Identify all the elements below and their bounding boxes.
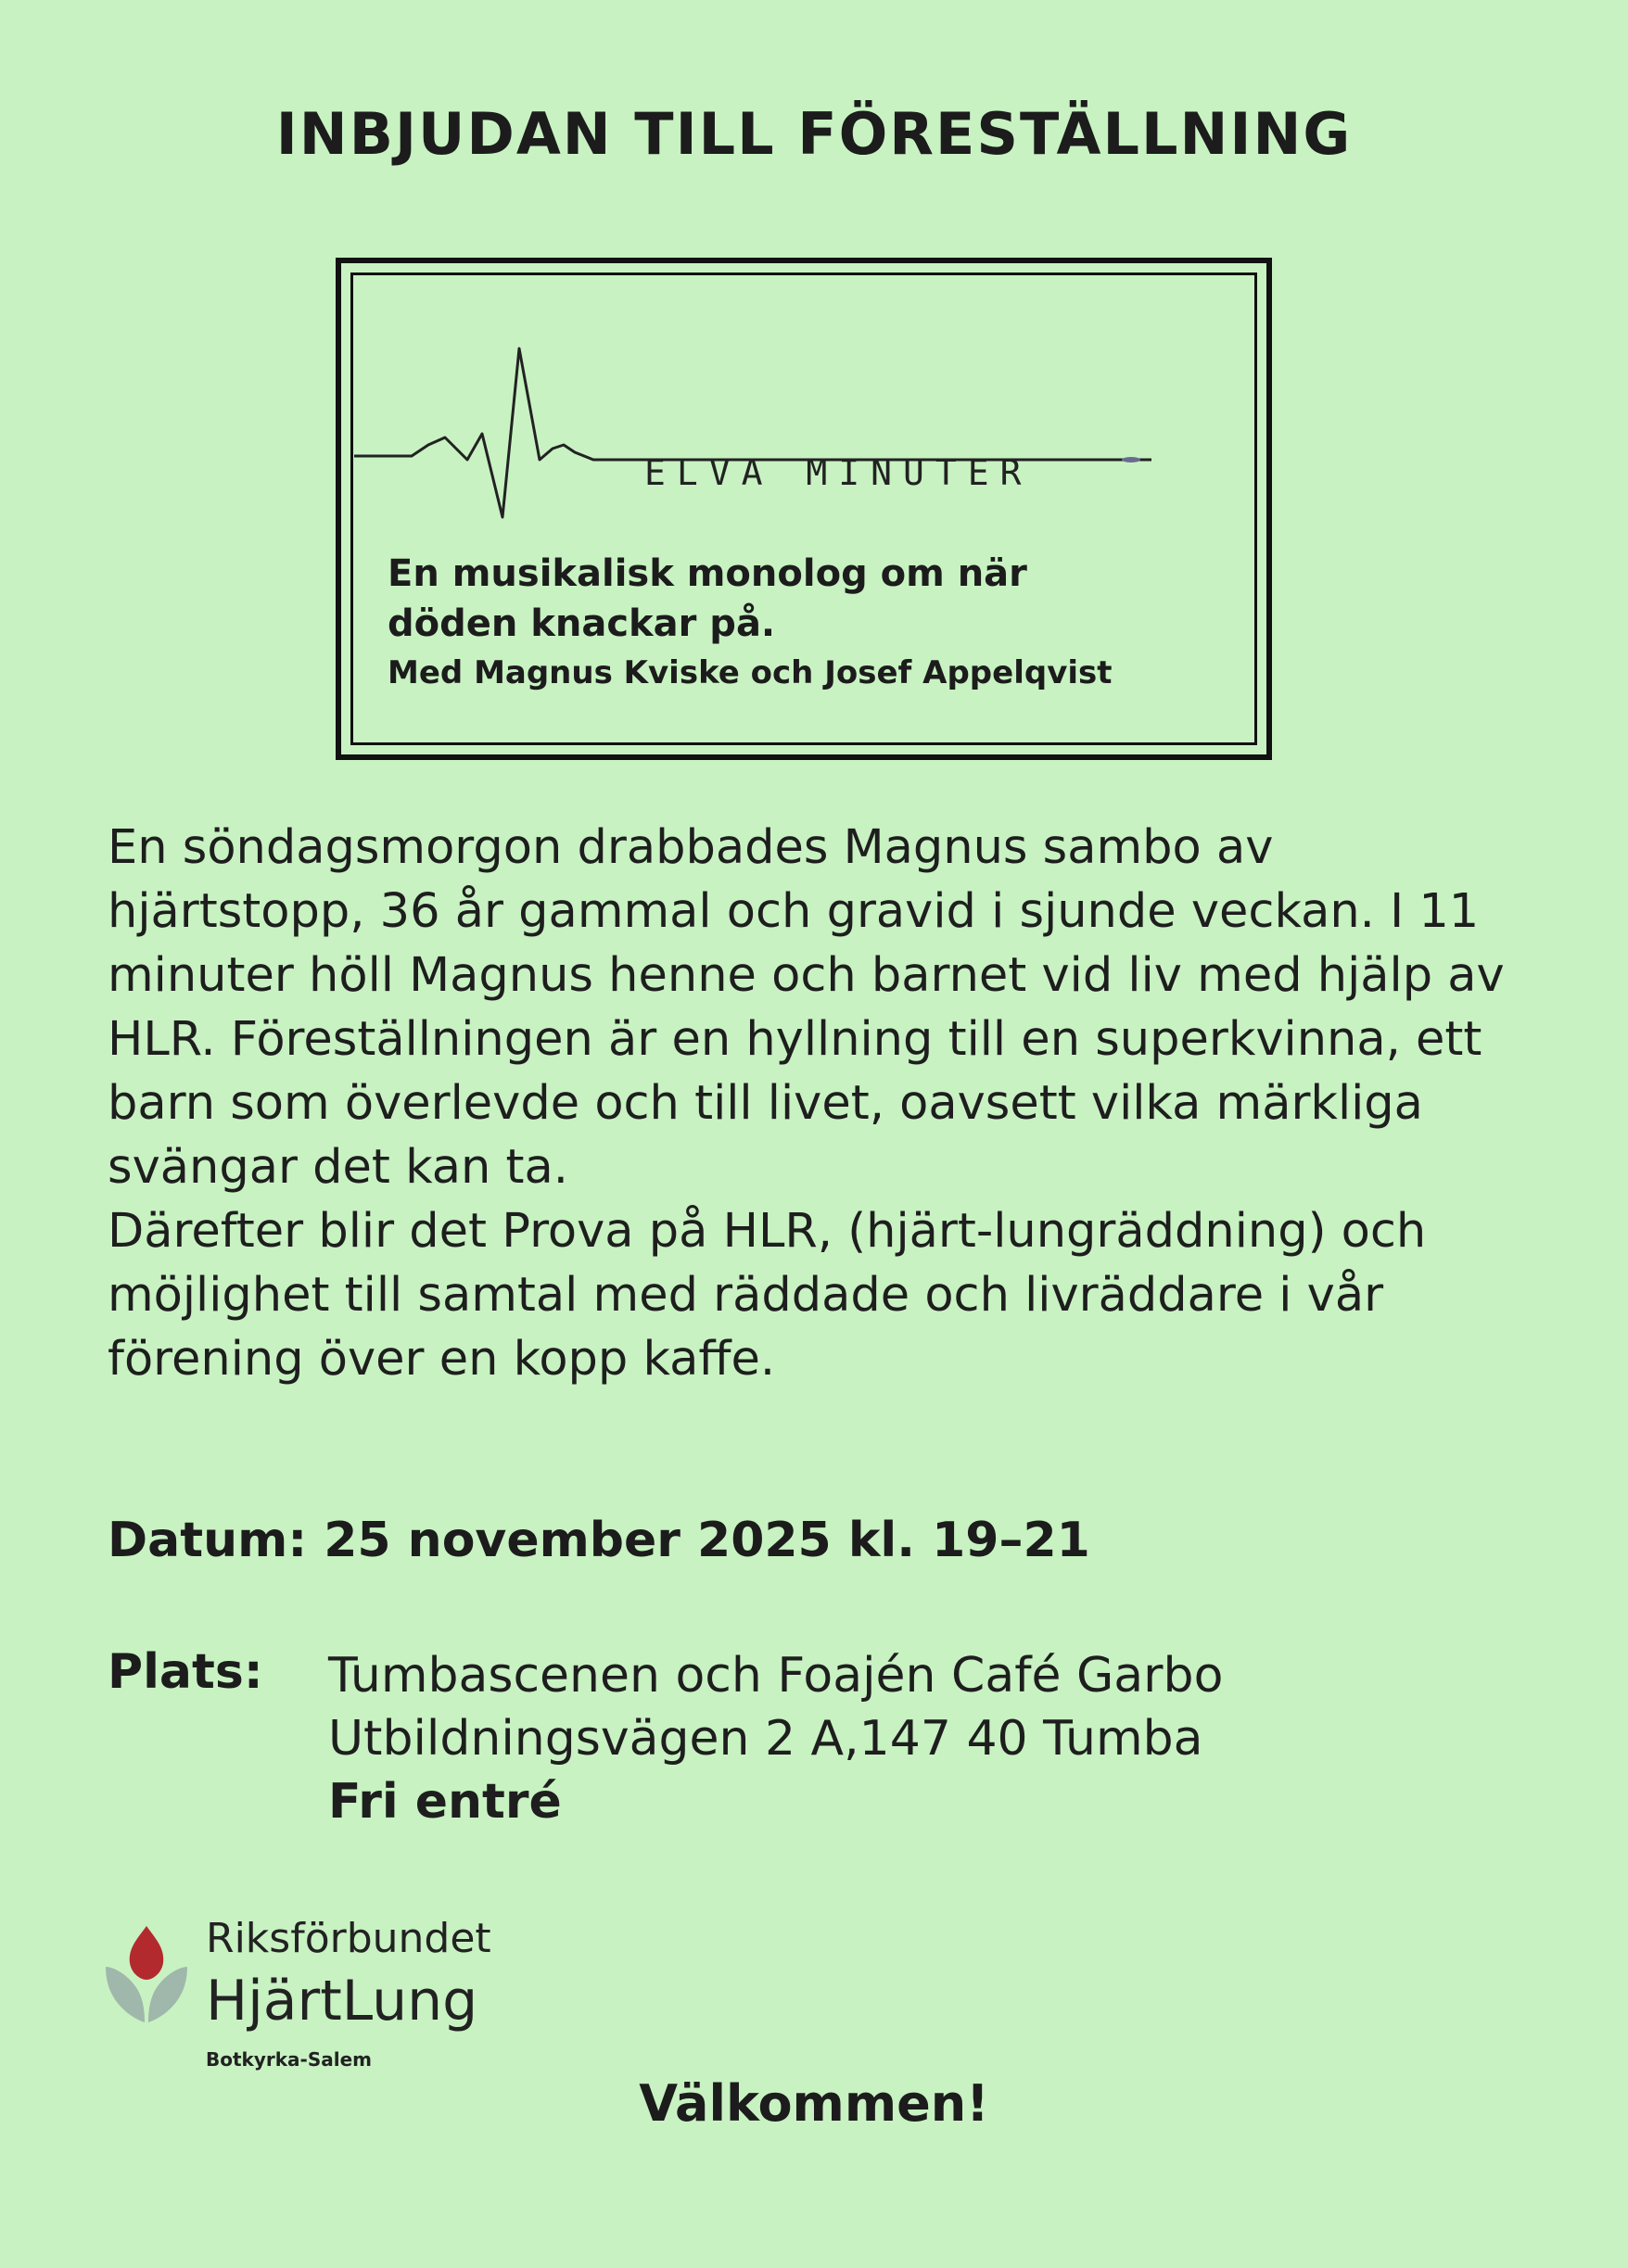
event-description bbox=[108, 816, 1535, 1391]
tagline-line1: En musikalisk monolog om när bbox=[388, 552, 1027, 595]
entry-fee: Fri entré bbox=[328, 1774, 562, 1830]
show-logo-text: ELVA MINUTER bbox=[644, 452, 1033, 493]
heart-tulip-icon bbox=[100, 1919, 193, 2030]
show-description bbox=[388, 549, 1113, 697]
venue-address: Utbildningsvägen 2 A,147 40 Tumba bbox=[328, 1711, 1203, 1767]
venue-label: Plats: bbox=[108, 1644, 263, 1700]
org-name-line2: HjärtLung bbox=[206, 1969, 478, 2034]
tagline-line2: döden knackar på. bbox=[388, 602, 776, 645]
welcome-text: Välkommen! bbox=[639, 2074, 989, 2133]
description-paragraph-2: Därefter blir det Prova på HLR, (hjärt-lungräddning) och möjlighet till samtal med räddade och livräddare i vår förening över en kopp kaffe. bbox=[108, 1204, 1427, 1387]
performers: Med Magnus Kviske och Josef Appelqvist bbox=[388, 654, 1113, 691]
heartbeat-line-icon bbox=[354, 334, 1151, 538]
org-branch: Botkyrka-Salem bbox=[206, 2048, 373, 2071]
description-paragraph-1: En söndagsmorgon drabbades Magnus sambo av hjärtstopp, 36 år gammal och gravid i sjunde veckan. I 11 minuter höll Magnus henne och barnet vid liv med hjälp av HLR. Föreställningen är en hyllning till en superkvinna, ett barn som överlevde och till livet, oavsett vilka märkliga svängar det kan ta. bbox=[108, 820, 1505, 1195]
venue-name: Tumbascenen och Foajén Café Garbo bbox=[328, 1648, 1224, 1704]
event-date: Datum: 25 november 2025 kl. 19–21 bbox=[108, 1513, 1090, 1568]
venue-details bbox=[328, 1644, 1223, 1833]
org-name-line1: Riksförbundet bbox=[206, 1915, 491, 1962]
page-title: INBJUDAN TILL FÖRESTÄLLNING bbox=[275, 100, 1353, 168]
